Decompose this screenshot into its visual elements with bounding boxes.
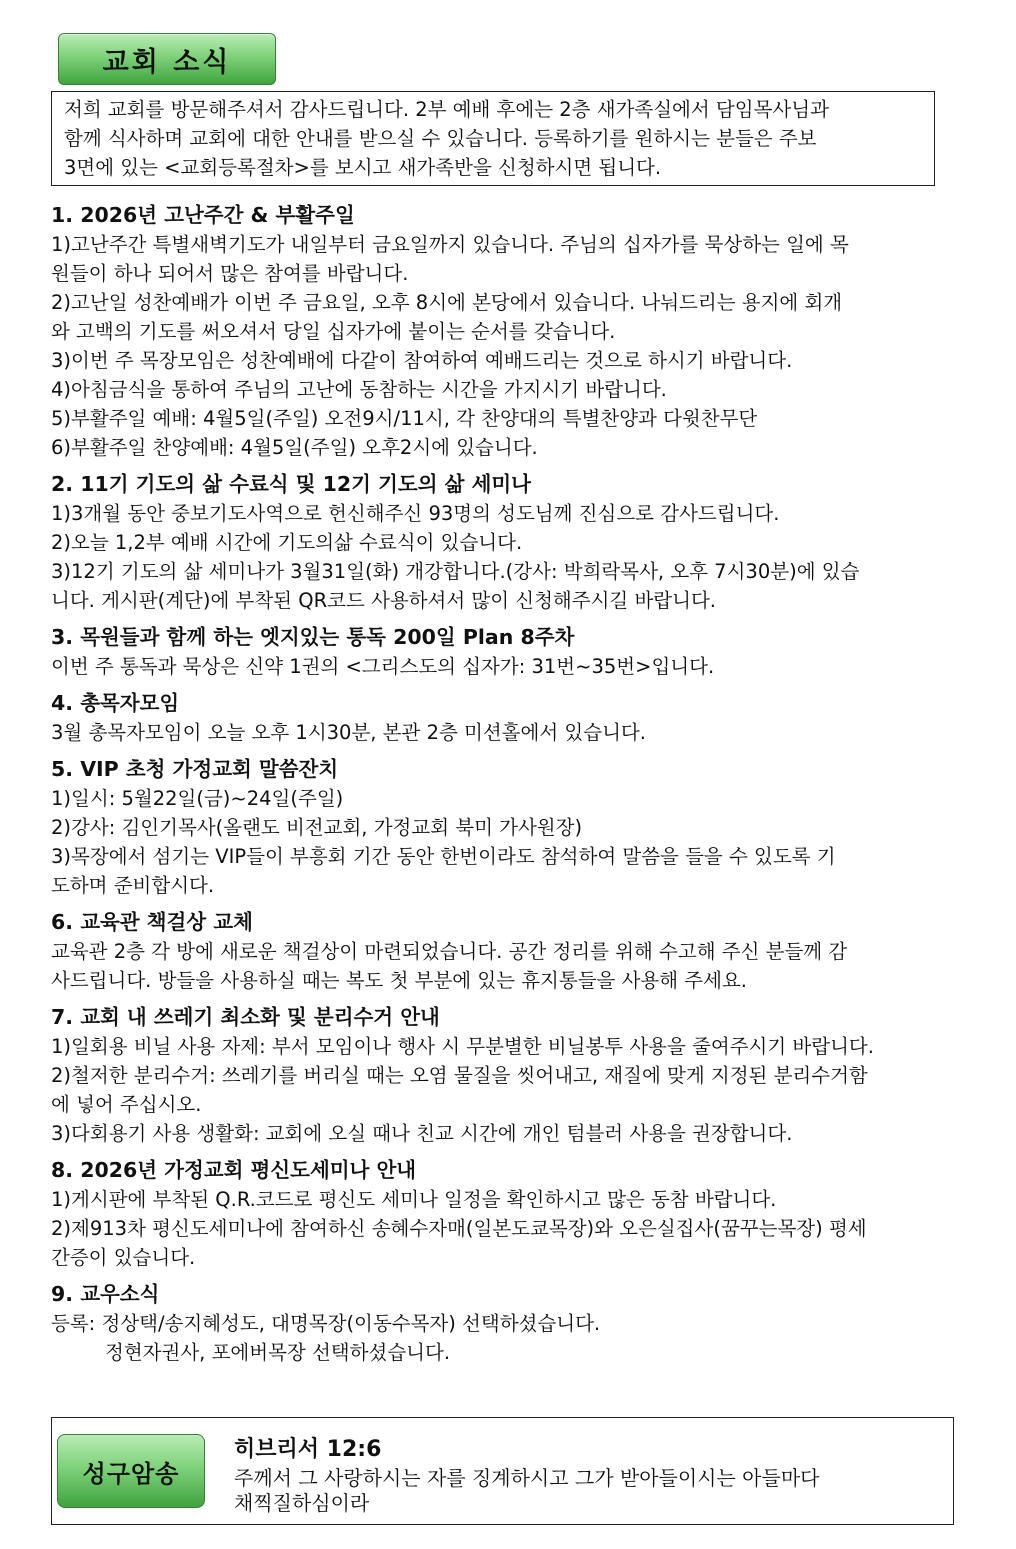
verse-line: 채찍질하심이라 xyxy=(234,1491,370,1515)
section-line: 3월 총목자모임이 오늘 오후 1시30분, 본관 2층 미션홀에서 있습니다. xyxy=(51,721,646,744)
section-title: 6. 교육관 책걸상 교체 xyxy=(51,910,253,934)
section-title: 3. 목원들과 함께 하는 엣지있는 통독 200일 Plan 8주차 xyxy=(51,625,575,649)
announcement-section xyxy=(51,469,953,615)
section-line: 2)제913차 평신도세미나에 참여하신 송혜수자매(일본도쿄목장)와 오은실집사(꿈꾸는목장) 평세 xyxy=(51,1217,867,1240)
section-line: 와 고백의 기도를 써오셔서 당일 십자가에 붙이는 순서를 갖습니다. xyxy=(51,320,616,343)
section-title: 9. 교우소식 xyxy=(51,1282,160,1306)
verse-text xyxy=(234,1466,934,1516)
section-line: 사드립니다. 방들을 사용하실 때는 복도 첫 부분에 있는 휴지통들을 사용해 주세요. xyxy=(51,969,748,992)
section-line: 정현자권사, 포에버목장 선택하셨습니다. xyxy=(105,1341,451,1364)
section-title: 7. 교회 내 쓰레기 최소화 및 분리수거 안내 xyxy=(51,1005,440,1029)
memory-verse-badge-label: 성구암송 xyxy=(82,1459,180,1488)
section-title: 5. VIP 초청 가정교회 말씀잔치 xyxy=(51,757,339,781)
section-line: 니다. 게시판(계단)에 부착된 QR코드 사용하셔서 많이 신청해주시길 바랍니다. xyxy=(51,589,717,612)
section-line: 3)다회용기 사용 생활화: 교회에 오실 때나 친교 시간에 개인 텀블러 사용을 권장합니다. xyxy=(51,1122,793,1145)
section-line: 등록: 정상택/송지혜성도, 대명목장(이동수목자) 선택하셨습니다. xyxy=(51,1312,601,1335)
section-line: 1)일회용 비닐 사용 자제: 부서 모임이나 행사 시 무분별한 비닐봉투 사용을 줄여주시기 바랍니다. xyxy=(51,1035,874,1058)
section-line: 원들이 하나 되어서 많은 참여를 바랍니다. xyxy=(51,262,409,285)
section-line: 4)아침금식을 통하여 주님의 고난에 동참하는 시간을 가지시기 바랍니다. xyxy=(51,378,667,401)
section-line: 3)이번 주 목장모임은 성찬예배에 다같이 참여하여 예배드리는 것으로 하시기 바랍니다. xyxy=(51,349,793,372)
section-title: 4. 총목자모임 xyxy=(51,691,180,715)
page-title-badge xyxy=(58,33,276,85)
section-line: 교육관 2층 각 방에 새로운 책걸상이 마련되었습니다. 공간 정리를 위해 수고해 주신 분들께 감 xyxy=(51,940,848,963)
welcome-line: 3면에 있는 <교회등록절차>를 보시고 새가족반을 신청하시면 됩니다. xyxy=(64,156,662,179)
verse-reference: 히브리서 12:6 xyxy=(234,1437,382,1462)
announcement-section xyxy=(51,200,953,462)
welcome-line: 저희 교회를 방문해주셔서 감사드립니다. 2부 예배 후에는 2층 새가족실에서 담임목사님과 xyxy=(64,98,829,121)
announcement-section xyxy=(51,688,953,747)
section-line: 1)게시판에 부착된 Q.R.코드로 평신도 세미나 일정을 확인하시고 많은 동참 바랍니다. xyxy=(51,1188,777,1211)
welcome-line: 함께 식사하며 교회에 대한 안내를 받으실 수 있습니다. 등록하기를 원하시는 분들은 주보 xyxy=(64,127,817,150)
verse-line: 주께서 그 사랑하시는 자를 징계하시고 그가 받아들이시는 아들마다 xyxy=(234,1466,820,1490)
section-title: 1. 2026년 고난주간 & 부활주일 xyxy=(51,203,355,227)
section-line: 1)일시: 5월22일(금)~24일(주일) xyxy=(51,787,344,810)
section-line: 6)부활주일 찬양예배: 4월5일(주일) 오후2시에 있습니다. xyxy=(51,436,538,459)
section-line: 3)목장에서 섬기는 VIP들이 부흥회 기간 동안 한번이라도 참석하여 말씀을 들을 수 있도록 기 xyxy=(51,845,836,868)
section-line: 3)12기 기도의 삶 세미나가 3월31일(화) 개강합니다.(강사: 박희락목사, 오후 7시30분)에 있습 xyxy=(51,560,860,583)
announcement-section xyxy=(51,754,953,900)
section-line: 1)고난주간 특별새벽기도가 내일부터 금요일까지 있습니다. 주님의 십자가를 묵상하는 일에 목 xyxy=(51,233,849,256)
memory-verse-badge xyxy=(57,1434,205,1508)
memory-verse-box xyxy=(51,1417,954,1525)
section-line: 2)강사: 김인기목사(올랜도 비전교회, 가정교회 북미 가사원장) xyxy=(51,816,583,839)
section-line: 5)부활주일 예배: 4월5일(주일) 오전9시/11시, 각 찬양대의 특별찬양과 다윗찬무단 xyxy=(51,407,758,430)
section-line: 이번 주 통독과 묵상은 신약 1권의 <그리스도의 십자가: 31번~35번>입니다. xyxy=(51,655,715,678)
section-title: 8. 2026년 가정교회 평신도세미나 안내 xyxy=(51,1158,417,1182)
announcement-section xyxy=(51,1155,953,1272)
section-line: 에 넣어 주십시오. xyxy=(51,1093,202,1116)
announcement-section xyxy=(51,1279,953,1367)
announcement-section xyxy=(51,1002,953,1148)
announcement-section xyxy=(51,622,953,681)
page-title: 교회 소식 xyxy=(102,46,232,78)
announcement-section xyxy=(51,907,953,995)
section-line: 2)철저한 분리수거: 쓰레기를 버리실 때는 오염 물질을 씻어내고, 재질에 맞게 지정된 분리수거함 xyxy=(51,1064,868,1087)
section-line: 2)고난일 성찬예배가 이번 주 금요일, 오후 8시에 본당에서 있습니다. 나눠드리는 용지에 회개 xyxy=(51,291,843,314)
section-line: 1)3개월 동안 중보기도사역으로 헌신해주신 93명의 성도님께 진심으로 감사드립니다. xyxy=(51,502,780,525)
section-line: 2)오늘 1,2부 예배 시간에 기도의삶 수료식이 있습니다. xyxy=(51,531,523,554)
welcome-notice-box xyxy=(51,91,935,186)
section-line: 간증이 있습니다. xyxy=(51,1246,196,1269)
section-line: 도하며 준비합시다. xyxy=(51,874,215,897)
section-title: 2. 11기 기도의 삶 수료식 및 12기 기도의 삶 세미나 xyxy=(51,472,531,496)
announcements xyxy=(51,200,953,1374)
